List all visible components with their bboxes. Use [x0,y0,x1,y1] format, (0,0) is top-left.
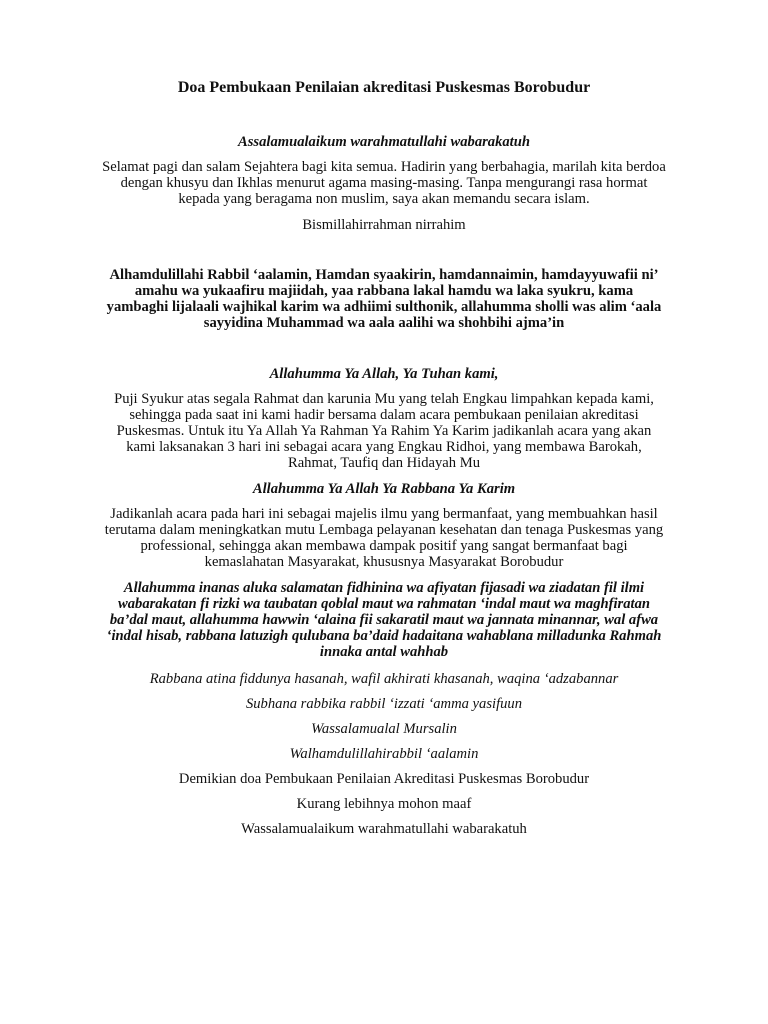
doa-line: innaka antal wahhab [319,644,449,660]
heading-allahumma-tuhan: Allahumma Ya Allah, Ya Tuhan kami, [269,366,499,382]
doa-paragraph [92,580,676,660]
hamdalah-line: yambaghi lijalaali wajhikal karim wa adhiimi sulthonik, allahumma sholli was alim ‘aala [106,299,662,315]
syukur-line: Rahmat, Taufiq dan Hidayah Mu [287,455,481,471]
syukur-line: sehingga pada saat ini kami hadir bersama dalam acara pembukaan penilaian akreditasi [129,407,639,423]
intro-line: dengan khusyu dan Ikhlas menurut agama masing-masing. Tanpa mengurangi rasa hormat [120,175,648,191]
basmalah: Bismillahirrahman nirrahim [302,217,466,233]
intro-paragraph [92,159,676,207]
jadikanlah-line: professional, sehingga akan membawa dampak positif yang sangat bermanfaat bagi [140,538,628,554]
salam-closing: Wassalamualaikum warahmatullahi wabarakatuh [241,821,527,837]
jadikanlah-line: Jadikanlah acara pada hari ini sebagai majelis ilmu yang bermanfaat, yang membuahkan hasil [110,506,658,522]
rabbana-line: Rabbana atina fiddunya hasanah, wafil akhirati khasanah, waqina ‘adzabannar [149,671,619,687]
syukur-paragraph [92,391,676,471]
doa-line: ba’dal maut, allahumma hawwin ‘alaina fii sakaratil maut wa jannata minannar, wal afwa [109,612,659,628]
subhana-line: Subhana rabbika rabbil ‘izzati ‘amma yasifuun [245,696,523,712]
hamdalah-line: Alhamdulillahi Rabbil ‘aalamin, Hamdan syaakirin, hamdannaimin, hamdayyuwafii ni’ [109,267,659,283]
syukur-line: kami laksanakan 3 hari ini sebagai acara yang Engkau Ridhoi, yang membawa Barokah, [126,439,642,455]
hamdalah-line: amahu wa yukaafiru majiidah, yaa rabbana lakal hamdu wa laka syukru, kama [134,283,634,299]
doa-line: ‘indal hisab, rabbana latuzigh qulubana ba’daid hadaitana wahablana milladunka Rahmah [106,628,662,644]
hamdalah-line: sayyidina Muhammad wa aala aalihi wa shohbihi ajma’in [203,315,565,331]
heading-allahumma-rabbana: Allahumma Ya Allah Ya Rabbana Ya Karim [252,481,516,497]
salam-opening: Assalamualaikum warahmatullahi wabarakatuh [238,134,530,150]
syukur-line: Puskesmas. Untuk itu Ya Allah Ya Rahman Ya Rahim Ya Karim jadikanlah acara yang akan [116,423,652,439]
doa-line: wabarakatan fi rizki wa taubatan qoblal maut wa rahmatan ‘indal maut wa maghfiratan [118,596,650,612]
syukur-line: Puji Syukur atas segala Rahmat dan karunia Mu yang telah Engkau limpahkan kepada kami, [114,391,654,407]
jadikanlah-line: terutama dalam meningkatkan mutu Lembaga pelayanan kesehatan dan tenaga Puskesmas yang [104,522,664,538]
jadikanlah-line: kemaslahatan Masyarakat, khususnya Masyarakat Borobudur [204,554,564,570]
wassalamu-mursalin-line: Wassalamualal Mursalin [311,721,457,737]
walhamdulillah-line: Walhamdulillahirabbil ‘aalamin [289,746,479,762]
doa-line: Allahumma inanas aluka salamatan fidhinina wa afiyatan fijasadi wa ziadatan fil ilmi [123,580,645,596]
jadikanlah-paragraph [92,506,676,570]
intro-line: kepada yang beragama non muslim, saya akan memandu secara islam. [178,191,590,207]
intro-line: Selamat pagi dan salam Sejahtera bagi kita semua. Hadirin yang berbahagia, marilah kita berdoa [102,159,666,175]
demikian-line: Demikian doa Pembukaan Penilaian Akreditasi Puskesmas Borobudur [178,771,590,787]
kurang-line: Kurang lebihnya mohon maaf [296,796,472,812]
document-title: Doa Pembukaan Penilaian akreditasi Puskesmas Borobudur [177,79,591,96]
hamdalah-paragraph [92,267,676,331]
